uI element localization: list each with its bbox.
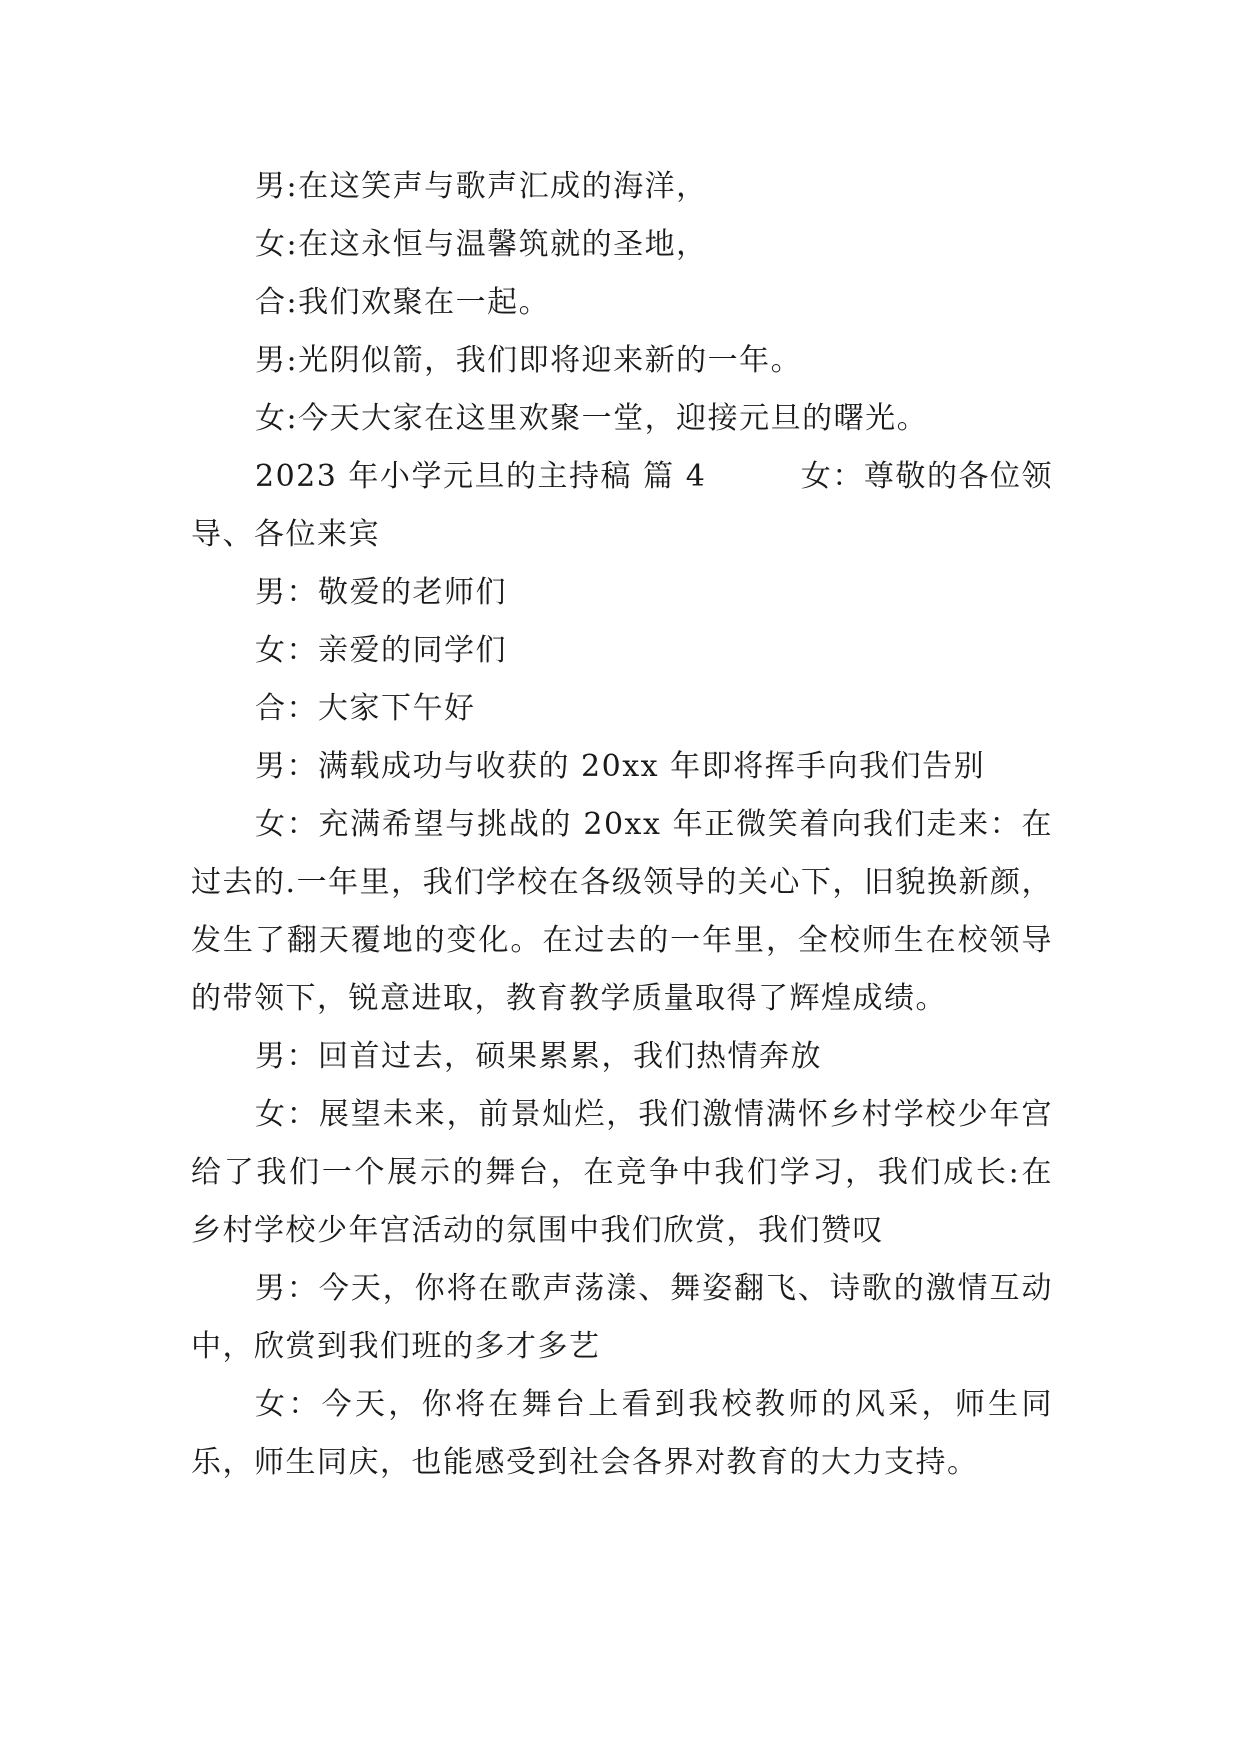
paragraph: 女：展望未来，前景灿烂，我们激情满怀乡村学校少年宫给了我们一个展示的舞台，在竞争中我们学习，我们成长:在乡村学校少年宫活动的氛围中我们欣赏，我们赞叹 bbox=[191, 1097, 1053, 1248]
paragraph: 男:在这笑声与歌声汇成的海洋， bbox=[255, 169, 708, 204]
paragraph: 女：充满希望与挑战的 20xx 年正微笑着向我们走来：在过去的.一年里，我们学校在各级领导的关心下，旧貌换新颜，发生了翻天覆地的变化。在过去的一年里，全校师生在校领导的带领下，锐意进取，教育教学质量取得了辉煌成绩。 bbox=[191, 807, 1053, 1016]
section-heading-paragraph: 2023 年小学元旦的主持稿 篇 4 女：尊敬的各位领导、各位来宾 bbox=[191, 459, 1053, 552]
paragraph: 女:在这永恒与温馨筑就的圣地， bbox=[255, 227, 708, 262]
paragraph: 男：敬爱的老师们 bbox=[255, 575, 507, 610]
paragraph: 男:光阴似箭，我们即将迎来新的一年。 bbox=[255, 343, 803, 378]
paragraph: 合：大家下午好 bbox=[255, 691, 476, 726]
paragraph: 合:我们欢聚在一起。 bbox=[255, 285, 551, 320]
paragraph: 男：今天，你将在歌声荡漾、舞姿翻飞、诗歌的激情互动中，欣赏到我们班的多才多艺 bbox=[191, 1271, 1053, 1364]
paragraph: 男：满载成功与收获的 20xx 年即将挥手向我们告别 bbox=[255, 749, 986, 784]
paragraph: 女:今天大家在这里欢聚一堂，迎接元旦的曙光。 bbox=[255, 401, 929, 436]
paragraph: 男：回首过去，硕果累累，我们热情奔放 bbox=[255, 1039, 822, 1074]
paragraph: 女：今天，你将在舞台上看到我校教师的风采，师生同乐，师生同庆，也能感受到社会各界对教育的大力支持。 bbox=[191, 1387, 1053, 1480]
document-body bbox=[191, 158, 1053, 1492]
paragraph: 女：亲爱的同学们 bbox=[255, 633, 507, 668]
